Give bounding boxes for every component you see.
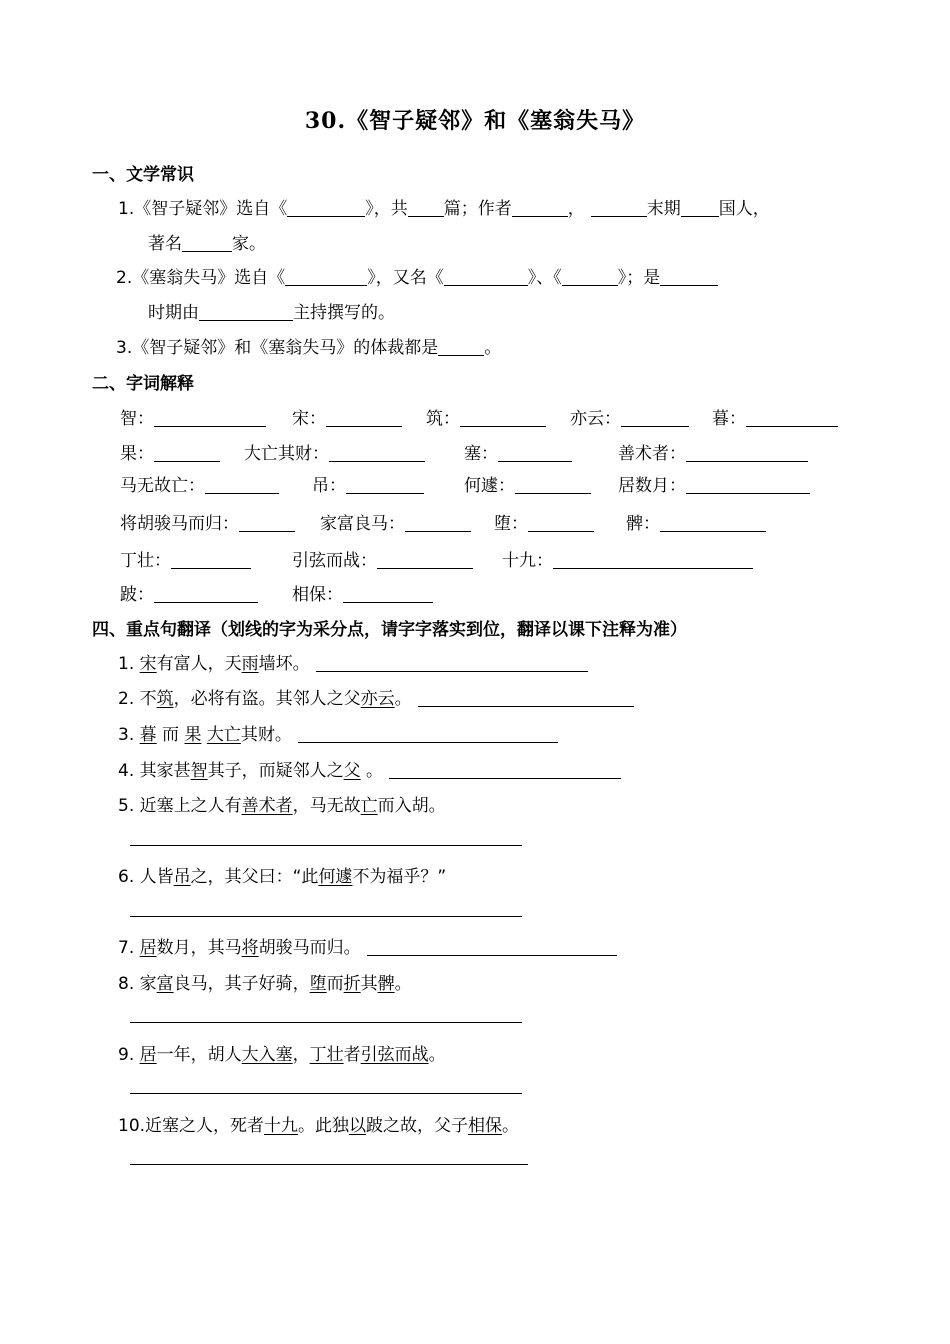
question-2-line-1 [116, 263, 718, 288]
fill-blank[interactable] [438, 338, 484, 356]
sentence-7: 7. 居数月，其马将胡骏马而归。 [118, 933, 617, 958]
fill-blank[interactable] [621, 409, 689, 427]
term-item: 筑： [426, 404, 546, 429]
fill-blank[interactable] [686, 476, 810, 494]
fill-blank[interactable] [444, 268, 528, 286]
text: 篇；作者 [443, 199, 512, 219]
question-2-line-2 [148, 298, 395, 323]
term-item: 丁壮： [120, 546, 251, 571]
term-item: 大亡其财： [244, 439, 425, 464]
fill-blank[interactable] [377, 551, 473, 569]
text: 末期 [646, 199, 681, 219]
text: ， [567, 199, 585, 219]
fill-blank[interactable] [660, 514, 766, 532]
answer-line[interactable] [130, 845, 522, 846]
sentence-2: 2. 不筑，必将有盗。其邻人之父亦云。 [118, 684, 634, 709]
term-item: 吊： [312, 471, 424, 496]
term-item: 相保： [292, 580, 433, 605]
fill-blank[interactable] [287, 199, 365, 217]
fill-blank[interactable] [154, 444, 220, 462]
fill-blank[interactable] [205, 476, 279, 494]
answer-line[interactable] [130, 1164, 528, 1165]
fill-blank[interactable] [686, 444, 808, 462]
question-1-line-2 [148, 229, 266, 254]
sentence-8: 8. 家富良马，其子好骑，堕而折其髀。 [118, 974, 412, 994]
term-item: 马无故亡： [120, 471, 279, 496]
fill-blank[interactable] [154, 585, 258, 603]
text: 国人， [718, 199, 770, 219]
fill-blank[interactable] [405, 514, 471, 532]
page-title: 30.《智子疑邻》和《塞翁失马》 [304, 108, 646, 134]
question-3 [116, 333, 501, 358]
fill-blank[interactable] [346, 476, 424, 494]
sentence-5: 5. 近塞上之人有善术者，马无故亡而入胡。 [118, 796, 446, 816]
text: 。 [484, 338, 502, 358]
fill-blank[interactable] [154, 409, 266, 427]
sentence-10: 10.近塞之人，死者十九。此独以跛之故，父子相保。 [118, 1116, 520, 1136]
text: 3.《智子疑邻》和《塞翁失马》的体裁都是 [116, 338, 439, 358]
section-4-heading: 四、重点句翻译（划线的字为采分点，请字字落实到位，翻译以课下注释为准） [92, 620, 687, 640]
sentence-9: 9. 居一年，胡人大入塞，丁壮者引弦而战。 [118, 1045, 446, 1065]
text: 1.《智子疑邻》选自《 [118, 199, 288, 219]
fill-blank[interactable] [408, 199, 444, 217]
term-item: 果： [120, 439, 220, 464]
fill-blank[interactable] [562, 268, 618, 286]
section-1-heading: 一、文学常识 [92, 165, 194, 185]
text: 》；是 [617, 268, 661, 288]
question-1-line-1 [118, 194, 770, 219]
fill-blank[interactable] [746, 409, 838, 427]
fill-blank[interactable] [660, 268, 718, 286]
text: 家。 [232, 234, 266, 254]
sentence-4: 4. 其家甚智其子，而疑邻人之父 。 [118, 756, 621, 781]
fill-blank[interactable] [171, 551, 251, 569]
term-item: 十九： [502, 546, 753, 571]
sentence-6: 6. 人皆吊之，其父曰：“此何遽不为福乎？” [118, 867, 447, 887]
fill-blank[interactable] [239, 514, 295, 532]
term-item: 居数月： [618, 471, 810, 496]
answer-line[interactable] [389, 761, 621, 779]
fill-blank[interactable] [343, 585, 433, 603]
term-item: 亦云： [570, 404, 689, 429]
fill-blank[interactable] [182, 234, 232, 252]
text: 2.《塞翁失马》选自《 [116, 268, 286, 288]
term-item: 宋： [292, 404, 402, 429]
text: 著名 [148, 234, 182, 254]
sentence-1: 1. 宋有富人，天雨墙坏。 [118, 649, 588, 674]
fill-blank[interactable] [460, 409, 546, 427]
text: 》，又名《 [367, 268, 444, 288]
term-item: 将胡骏马而归： [120, 509, 295, 534]
fill-blank[interactable] [591, 199, 647, 217]
answer-line[interactable] [418, 689, 634, 707]
fill-blank[interactable] [329, 444, 425, 462]
answer-line[interactable] [316, 654, 588, 672]
answer-line[interactable] [298, 725, 558, 743]
fill-blank[interactable] [515, 476, 591, 494]
answer-line[interactable] [367, 938, 617, 956]
term-item: 堕： [494, 509, 594, 534]
text: 主持撰写的。 [293, 303, 395, 323]
term-item: 暮： [712, 404, 838, 429]
answer-line[interactable] [130, 1093, 522, 1094]
sentence-3: 3. 暮 而 果 大亡其财。 [118, 720, 558, 745]
section-2-heading: 二、字词解释 [92, 374, 194, 394]
fill-blank[interactable] [285, 268, 367, 286]
fill-blank[interactable] [199, 303, 293, 321]
term-item: 引弦而战： [292, 546, 473, 571]
term-item: 善术者： [618, 439, 808, 464]
fill-blank[interactable] [326, 409, 402, 427]
text: 时期由 [148, 303, 199, 323]
term-item: 智： [120, 404, 266, 429]
answer-line[interactable] [130, 916, 522, 917]
fill-blank[interactable] [553, 551, 753, 569]
text: 》，共 [365, 199, 408, 219]
fill-blank[interactable] [681, 199, 719, 217]
term-item: 家富良马： [320, 509, 471, 534]
fill-blank[interactable] [498, 444, 572, 462]
answer-line[interactable] [130, 1022, 522, 1023]
fill-blank[interactable] [528, 514, 594, 532]
term-item: 髀： [626, 509, 766, 534]
text: 》、《 [527, 268, 562, 288]
term-item: 跛： [120, 580, 258, 605]
term-item: 塞： [464, 439, 572, 464]
term-item: 何遽： [464, 471, 591, 496]
fill-blank[interactable] [512, 199, 568, 217]
